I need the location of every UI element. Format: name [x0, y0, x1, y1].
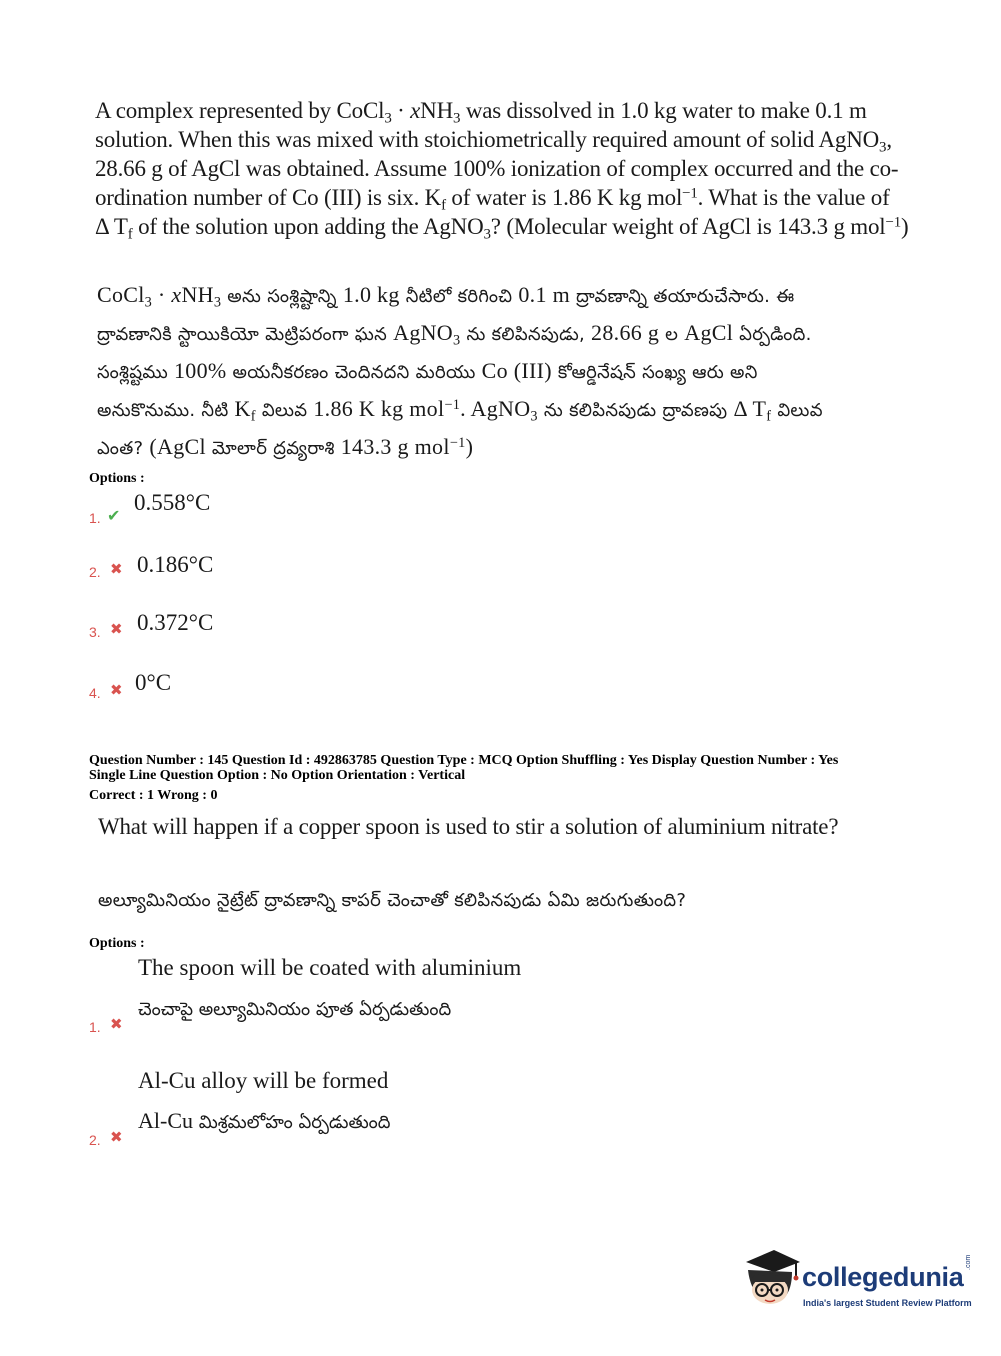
option-text-english: The spoon will be coated with aluminium — [138, 955, 522, 980]
q144-en-line-3: 28.66 g of AgCl was obtained. Assume 100% ionization of complex occurred and the co- — [95, 156, 899, 181]
option-text: 0.372°C — [137, 610, 214, 635]
wrong-cross-icon: ✖ — [110, 1015, 123, 1033]
option-number: 1. — [89, 510, 101, 526]
question-145-english: What will happen if a copper spoon is used to stir a solution of aluminium nitrate? — [98, 814, 839, 839]
logo-tld: .com — [965, 1254, 972, 1270]
q145-option-1[interactable] — [89, 955, 589, 1035]
option-number: 2. — [89, 564, 101, 580]
q145-option-2[interactable] — [89, 1068, 589, 1148]
option-text-english: Al-Cu alloy will be formed — [138, 1068, 389, 1093]
option-text-telugu: Al-Cu మిశ్రమలోహం ఏర్పడుతుంది — [138, 1108, 391, 1133]
question-144-english — [95, 96, 909, 243]
option-number: 4. — [89, 685, 101, 701]
q144-en-line-1: A complex represented by CoCl$_3$ · xNH$_3$ was dissolved in 1.0 kg water to make 0.1 m — [95, 98, 867, 127]
question-145-telugu: అల్యూమినియం నైట్రేట్ ద్రావణాన్ని కాపర్ చెంచాతో కలిపినపుడు ఏమి జరుగుతుంది? — [98, 890, 687, 911]
wrong-cross-icon: ✖ — [110, 560, 123, 578]
option-number: 2. — [89, 1132, 101, 1148]
option-text-telugu: చెంచాపై అల్యూమినియం పూత ఏర్పడుతుంది — [138, 999, 452, 1020]
q144-te-line-4: అనుకొనుము. నీటి $K_f$ విలువ 1.86 K kg mol$^{-1}$. AgNO$_3$ ను కలిపినపుడు ద్రావణపు Δ $T_f$ విలువ — [97, 396, 823, 425]
q144-te-line-3: సంశ్లిష్టము 100% అయనీకరణం చెందినదని మరియు Co (III) కోఆర్డినేషన్ సంఖ్య ఆరు అని — [97, 358, 758, 383]
wrong-cross-icon: ✖ — [110, 1128, 123, 1146]
q145-meta-line-2: Single Line Question Option : No Option Orientation : Vertical — [89, 768, 466, 783]
option-text: 0°C — [135, 670, 172, 695]
q144-options-label: Options : — [89, 471, 145, 486]
logo-wordmark: collegedunia — [802, 1262, 964, 1292]
q144-option-3[interactable] — [89, 610, 389, 650]
q145-meta-line-1: Question Number : 145 Question Id : 492863785 Question Type : MCQ Option Shuffling : Yes Display Question Number : Yes — [89, 753, 839, 768]
mascot-icon — [740, 1248, 802, 1310]
q144-option-2[interactable] — [89, 552, 389, 592]
question-144-telugu — [97, 277, 897, 467]
q144-te-line-2: ద్రావణానికి స్టాయికియో మెట్రిపరంగా ఘన AgNO$_3$ ను కలిపినపుడు, 28.66 g ల AgCl ఏర్పడింది. — [97, 320, 812, 349]
option-number: 3. — [89, 624, 101, 640]
wrong-cross-icon: ✖ — [110, 681, 123, 699]
q145-meta-line-3: Correct : 1 Wrong : 0 — [89, 788, 218, 803]
option-text: 0.186°C — [137, 552, 214, 577]
q144-te-line-1: CoCl$_3$ · xNH$_3$ అను సంశ్లిష్టాన్ని 1.0 kg నీటిలో కరిగించి 0.1 m ద్రావణాన్ని తయారుచేసారు. ఈ — [97, 282, 795, 311]
option-number: 1. — [89, 1019, 101, 1035]
correct-check-icon: ✔ — [107, 506, 121, 525]
collegedunia-logo[interactable] — [740, 1248, 975, 1313]
option-text: 0.558°C — [134, 490, 211, 515]
q144-option-1[interactable] — [89, 490, 389, 530]
q144-en-line-4: ordination number of Co (III) is six. $K_f$ of water is 1.86 K kg mol$^{-1}$. What is the value of — [95, 185, 890, 214]
q144-en-line-5: Δ $T_f$ of the solution upon adding the AgNO$_3$? (Molecular weight of AgCl is 143.3 g mol$^{-1}$) — [95, 214, 909, 243]
logo-tagline: India's largest Student Review Platform — [803, 1298, 972, 1308]
q144-option-4[interactable] — [89, 670, 389, 710]
q144-te-line-5: ఎంత? (AgCl మోలార్ ద్రవ్యరాశి 143.3 g mol$^{-1}$) — [97, 434, 474, 459]
q145-options-label: Options : — [89, 936, 145, 951]
q144-en-line-2: solution. When this was mixed with stoichiometrically required amount of solid AgNO$_3$, — [95, 127, 892, 156]
wrong-cross-icon: ✖ — [110, 620, 123, 638]
